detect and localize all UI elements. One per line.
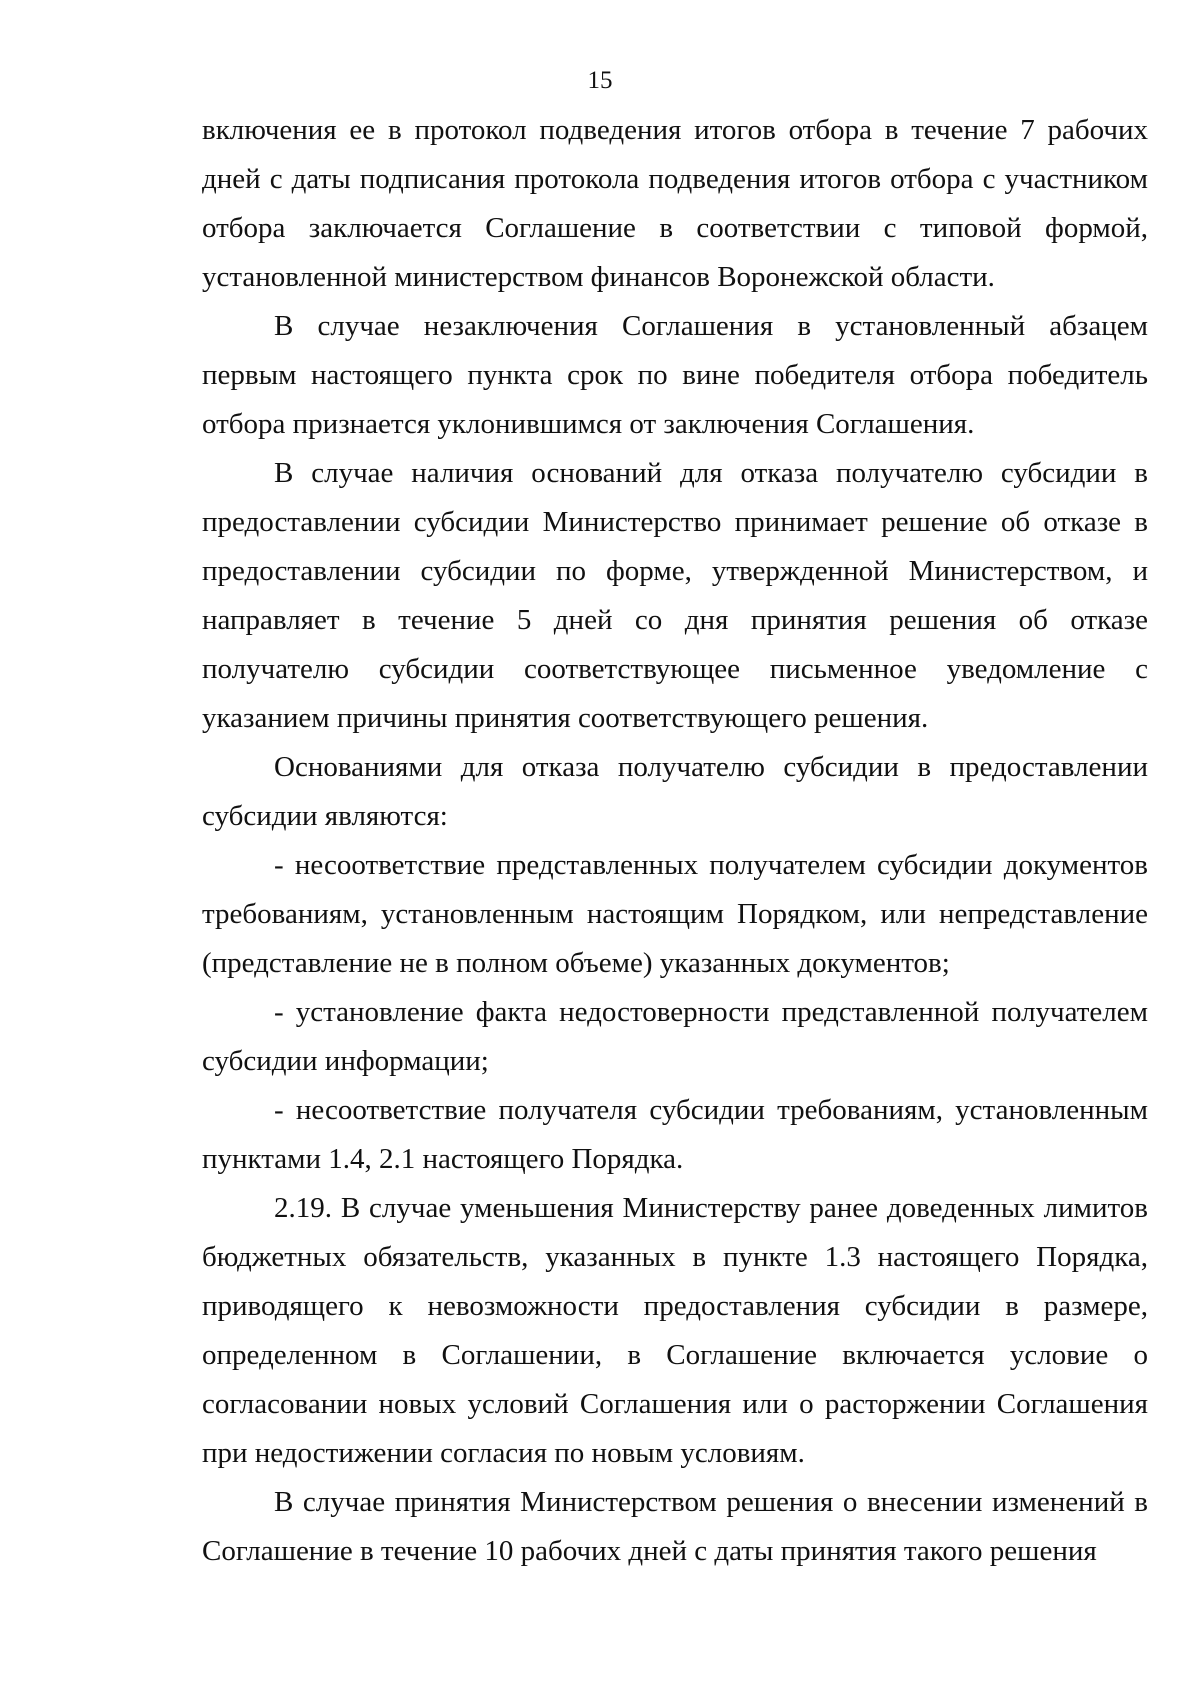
- paragraph-3: В случае наличия оснований для отказа получателю субсидии в предоставлении субсидии Министерство принимает решение об отказе в предоставлении субсидии по форме, утвержденной Министерством, и направляет в течение 5 дней со дня принятия решения об отказе получателю субсидии соответствующее письменное уведомление с указанием причины принятия соответствующего решения.: [202, 457, 1148, 734]
- section-2-19: 2.19. В случае уменьшения Министерству ранее доведенных лимитов бюджетных обязательств, указанных в пункте 1.3 настоящего Порядка, приводящего к невозможности предоставления субсидии в размере, определенном в Соглашении, в Соглашение включается условие о согласовании новых условий Соглашения или о расторжении Соглашения при недостижении согласия по новым условиям.: [202, 1192, 1148, 1469]
- page-number: 15: [587, 67, 613, 94]
- list-item-1: - несоответствие представленных получателем субсидии документов требованиям, установленным настоящим Порядком, или непредставление (представление не в полном объеме) указанных документов;: [202, 849, 1148, 979]
- paragraph-final: В случае принятия Министерством решения о внесении изменений в Соглашение в течение 10 рабочих дней с даты принятия такого решения: [202, 1486, 1148, 1567]
- list-item-2: - установление факта недостоверности представленной получателем субсидии информации;: [202, 996, 1148, 1077]
- document-body: [202, 106, 1148, 1576]
- list-item-3: - несоответствие получателя субсидии требованиям, установленным пунктами 1.4, 2.1 настоящего Порядка.: [202, 1094, 1148, 1175]
- paragraph-4: Основаниями для отказа получателю субсидии в предоставлении субсидии являются:: [202, 751, 1148, 832]
- paragraph-1: включения ее в протокол подведения итогов отбора в течение 7 рабочих дней с даты подписания протокола подведения итогов отбора с участником отбора заключается Соглашение в соответствии с типовой формой, установленной министерством финансов Воронежской области.: [202, 114, 1148, 293]
- paragraph-2: В случае незаключения Соглашения в установленный абзацем первым настоящего пункта срок по вине победителя отбора победитель отбора признается уклонившимся от заключения Соглашения.: [202, 310, 1148, 440]
